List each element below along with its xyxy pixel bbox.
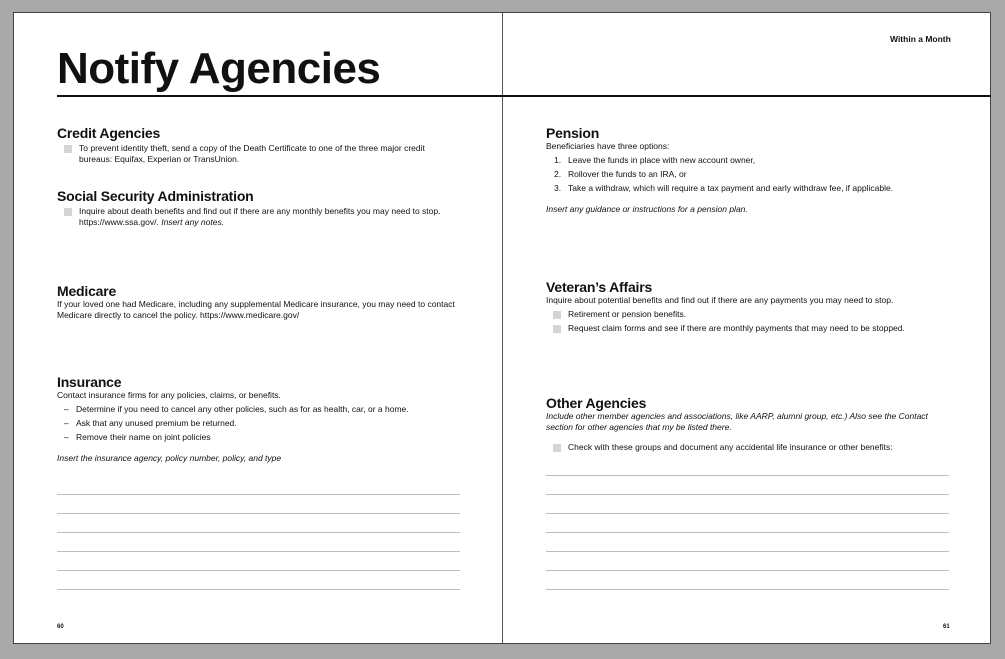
section-note: Insert any guidance or instructions for a pension plan. [546,204,748,214]
list-item: – Determine if you need to cancel any other policies, such as for as health, car, or a home. [64,404,409,414]
checkbox[interactable] [553,444,561,452]
checklist-item: Retirement or pension benefits. [546,309,956,320]
section-medicare [57,283,467,321]
checkbox[interactable] [553,311,561,319]
checkbox[interactable] [64,145,72,153]
page-number-right: 61 [943,624,950,630]
writing-lines[interactable] [57,494,460,608]
item-note: Insert any notes. [161,217,225,227]
section-credit-agencies [57,125,457,165]
section-intro: Beneficiaries have three options: [546,141,670,151]
section-heading: Veteran’s Affairs [546,279,653,295]
section-heading: Credit Agencies [57,125,161,141]
section-other-agencies [546,395,951,453]
document-spread [13,12,991,644]
section-body: If your loved one had Medicare, including any supplemental Medicare insurance, you may need to contact Medicare directly to cancel the policy. https://www.medicare.gov/ [57,299,455,320]
checkbox[interactable] [553,325,561,333]
section-heading: Pension [546,125,600,141]
section-intro: Contact insurance firms for any policies, claims, or benefits. [57,390,281,400]
section-social-security [57,188,457,228]
section-note: Insert the insurance agency, policy number, policy, and type [57,453,282,463]
writing-lines[interactable] [546,475,949,608]
section-heading: Medicare [57,283,117,299]
list-item: 1. Leave the funds in place with new account owner, [554,155,756,165]
checkbox[interactable] [64,208,72,216]
section-heading: Other Agencies [546,395,647,411]
section-heading: Insurance [57,374,122,390]
section-heading: Social Security Administration [57,188,254,204]
checklist-item: Check with these groups and document any accidental life insurance or other benefits: [546,442,951,453]
section-pension [546,125,956,215]
section-insurance [57,374,467,464]
chapter-header: Within a Month [890,34,951,44]
checklist-item: Request claim forms and see if there are monthly payments that may need to be stopped. [546,323,956,334]
checklist-item [57,206,457,228]
page-gutter [502,13,503,643]
list-item: – Ask that any unused premium be returned. [64,418,237,428]
list-item: 3. Take a withdraw, which will require a tax payment and early withdraw fee, if applicable. [554,183,894,193]
checklist-item [57,143,457,165]
list-item: 2. Rollover the funds to an IRA, or [554,169,687,179]
item-text: To prevent identity theft, send a copy of the Death Certificate to one of the three major credit bureaus: Equifax, Experian or TransUnion. [79,143,425,164]
page-title: Notify Agencies [57,44,381,93]
page-number-left: 60 [57,624,64,630]
list-item: – Remove their name on joint policies [64,432,211,442]
section-veterans-affairs [546,279,956,334]
title-rule [57,95,991,97]
section-intro: Inquire about potential benefits and find out if there are any payments you may need to stop. [546,295,894,305]
item-text: Inquire about death benefits and find out if there are any monthly benefits you may need to stop. https://www.ssa.gov/. [79,206,441,227]
section-intro: Include other member agencies and associations, like AARP, alumni group, etc.) Also see the Contact section for other agencies that my be listed there. [546,411,928,432]
